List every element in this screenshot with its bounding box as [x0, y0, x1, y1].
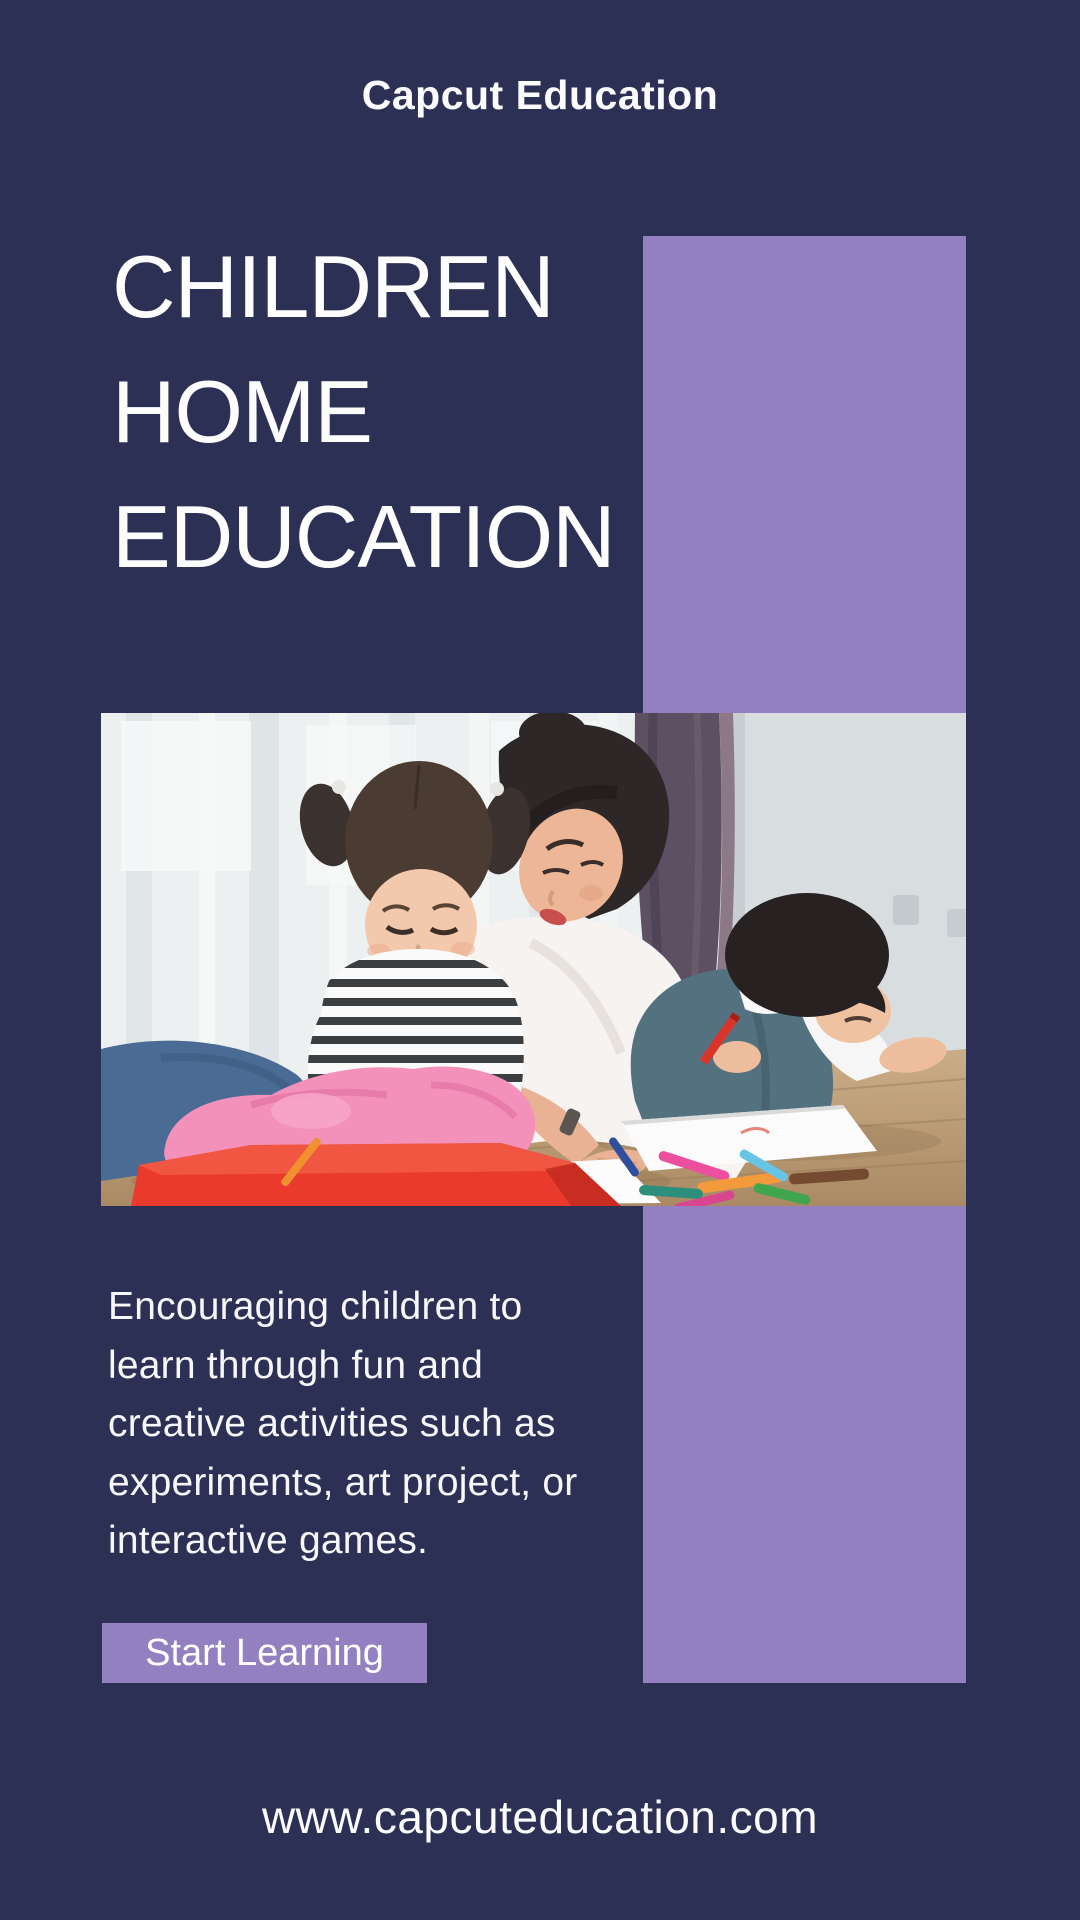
light-switch — [893, 895, 919, 925]
description-text — [108, 1278, 577, 1571]
description-line-3: creative activities such as — [108, 1402, 556, 1445]
description-line-1: Encouraging children to — [108, 1285, 523, 1328]
headline — [112, 224, 615, 599]
brand-label: Capcut Education — [361, 72, 719, 118]
light-switch — [947, 909, 966, 937]
headline-line-2: HOME — [112, 362, 372, 461]
start-learning-button[interactable]: Start Learning — [102, 1623, 427, 1683]
description-line-4: experiments, art project, or — [108, 1460, 578, 1504]
website-url: www.capcuteducation.com — [261, 1791, 819, 1843]
headline-line-1: CHILDREN — [112, 237, 554, 336]
headline-line-3: EDUCATION — [112, 487, 615, 586]
photo-illustration — [101, 713, 966, 1206]
family-learning-photo — [101, 713, 966, 1206]
description-line-5: interactive games. — [108, 1519, 429, 1562]
description-line-2: learn through fun and — [108, 1343, 483, 1387]
